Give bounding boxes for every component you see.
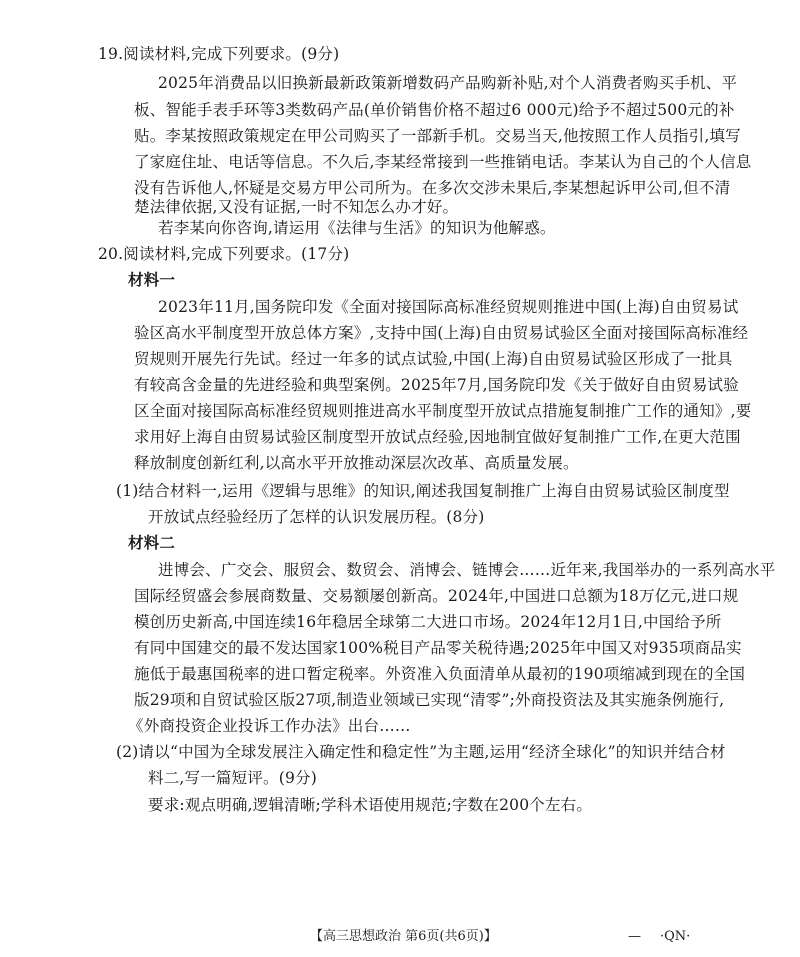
q19-line-2: 板、智能手表手环等3类数码产品(单价销售价格不超过6 000元)给予不超过500元的补 [134,101,735,119]
m2-line-5: 施低于最惠国税率的进口暂定税率。外资准入负面清单从最初的190项缩减到现在的全国 [134,665,746,683]
m2-line-3: 模创历史新高,中国连续16年稳居全球第二大进口市场。2024年12月1日,中国给予所 [134,613,722,631]
q19-line-1: 2025年消费品以旧换新最新政策新增数码产品购新补贴,对个人消费者购买手机、平 [158,74,738,92]
m1-line-4: 有较高含金量的先进经验和典型案例。2025年7月,国务院印发《关于做好自由贸易试验 [134,376,739,394]
m1-line-7: 释放制度创新红利,以高水平开放推动深层次改革、高质量发展。 [134,454,579,472]
m1-line-5: 区全面对接国际高标准经贸规则推进高水平制度型开放试点措施复制推广工作的通知》,要 [134,402,752,420]
m2-line-7: 《外商投资企业投诉工作办法》出台…… [128,717,411,735]
m1-line-1: 2023年11月,国务院印发《全面对接国际高标准经贸规则推进中国(上海)自由贸易试 [158,298,739,316]
material2-label: 材料二 [128,533,176,552]
m2-line-6: 版29项和自贸试验区版27项,制造业领域已实现“清零”;外商投资法及其实施条例施行, [134,691,725,709]
m1-line-2: 验区高水平制度型开放总体方案》,支持中国(上海)自由贸易试验区全面对接国际高标准经 [134,324,749,342]
q20-sub1-line-2: 开放试点经验经历了怎样的认识发展历程。(8分) [148,508,485,526]
q20-requirement: 要求:观点明确,逻辑清晰;学科术语使用规范;字数在200个左右。 [148,796,593,814]
q19-line-5: 没有告诉他人,怀疑是交易方甲公司所为。在多次交涉未果后,李某想起诉甲公司,但不清 [134,179,731,197]
material1-label: 材料一 [128,270,176,289]
q19-line-3: 贴。李某按照政策规定在甲公司购买了一部新手机。交易当天,他按照工作人员指引,填写 [134,127,741,145]
q20-sub2-line-2: 料二,写一篇短评。(9分) [148,769,317,787]
footer-mark: — [628,929,641,944]
q19-heading: 19.阅读材料,完成下列要求。(9分) [98,45,340,63]
page-footer [0,927,800,947]
footer-code: ·QN· [660,929,691,944]
q20-sub2-line-1: (2)请以“中国为全球发展注入确定性和稳定性”为主题,运用“经济全球化”的知识并结合材 [116,743,726,761]
m2-line-4: 有同中国建交的最不发达国家100%税目产品零关税待遇;2025年中国又对935项商品实 [134,639,742,657]
q19-prompt: 若李某向你咨询,请运用《法律与生活》的知识为他解惑。 [158,219,556,237]
q20-heading: 20.阅读材料,完成下列要求。(17分) [98,245,350,263]
m1-line-3: 贸规则开展先行先试。经过一年多的试点试验,中国(上海)自由贸易试验区形成了一批具 [134,350,733,368]
q19-line-6: 楚法律依据,又没有证据,一时不知怎么办才好。 [134,198,459,216]
footer-subject-page: 【高三思想政治 第6页(共6页)】 [310,929,497,944]
m1-line-6: 求用好上海自由贸易试验区制度型开放试点经验,因地制宜做好复制推广工作,在更大范围 [134,428,741,446]
q20-sub1-line-1: (1)结合材料一,运用《逻辑与思维》的知识,阐述我国复制推广上海自由贸易试验区制度型 [116,482,730,500]
q19-line-4: 了家庭住址、电话等信息。不久后,李某经常接到一些推销电话。李某认为自己的个人信息 [134,153,752,171]
m2-line-1: 进博会、广交会、服贸会、数贸会、消博会、链博会……近年来,我国举办的一系列高水平 [158,561,776,579]
m2-line-2: 国际经贸盛会参展商数量、交易额屡创新高。2024年,中国进口总额为18万亿元,进口规 [134,587,739,605]
